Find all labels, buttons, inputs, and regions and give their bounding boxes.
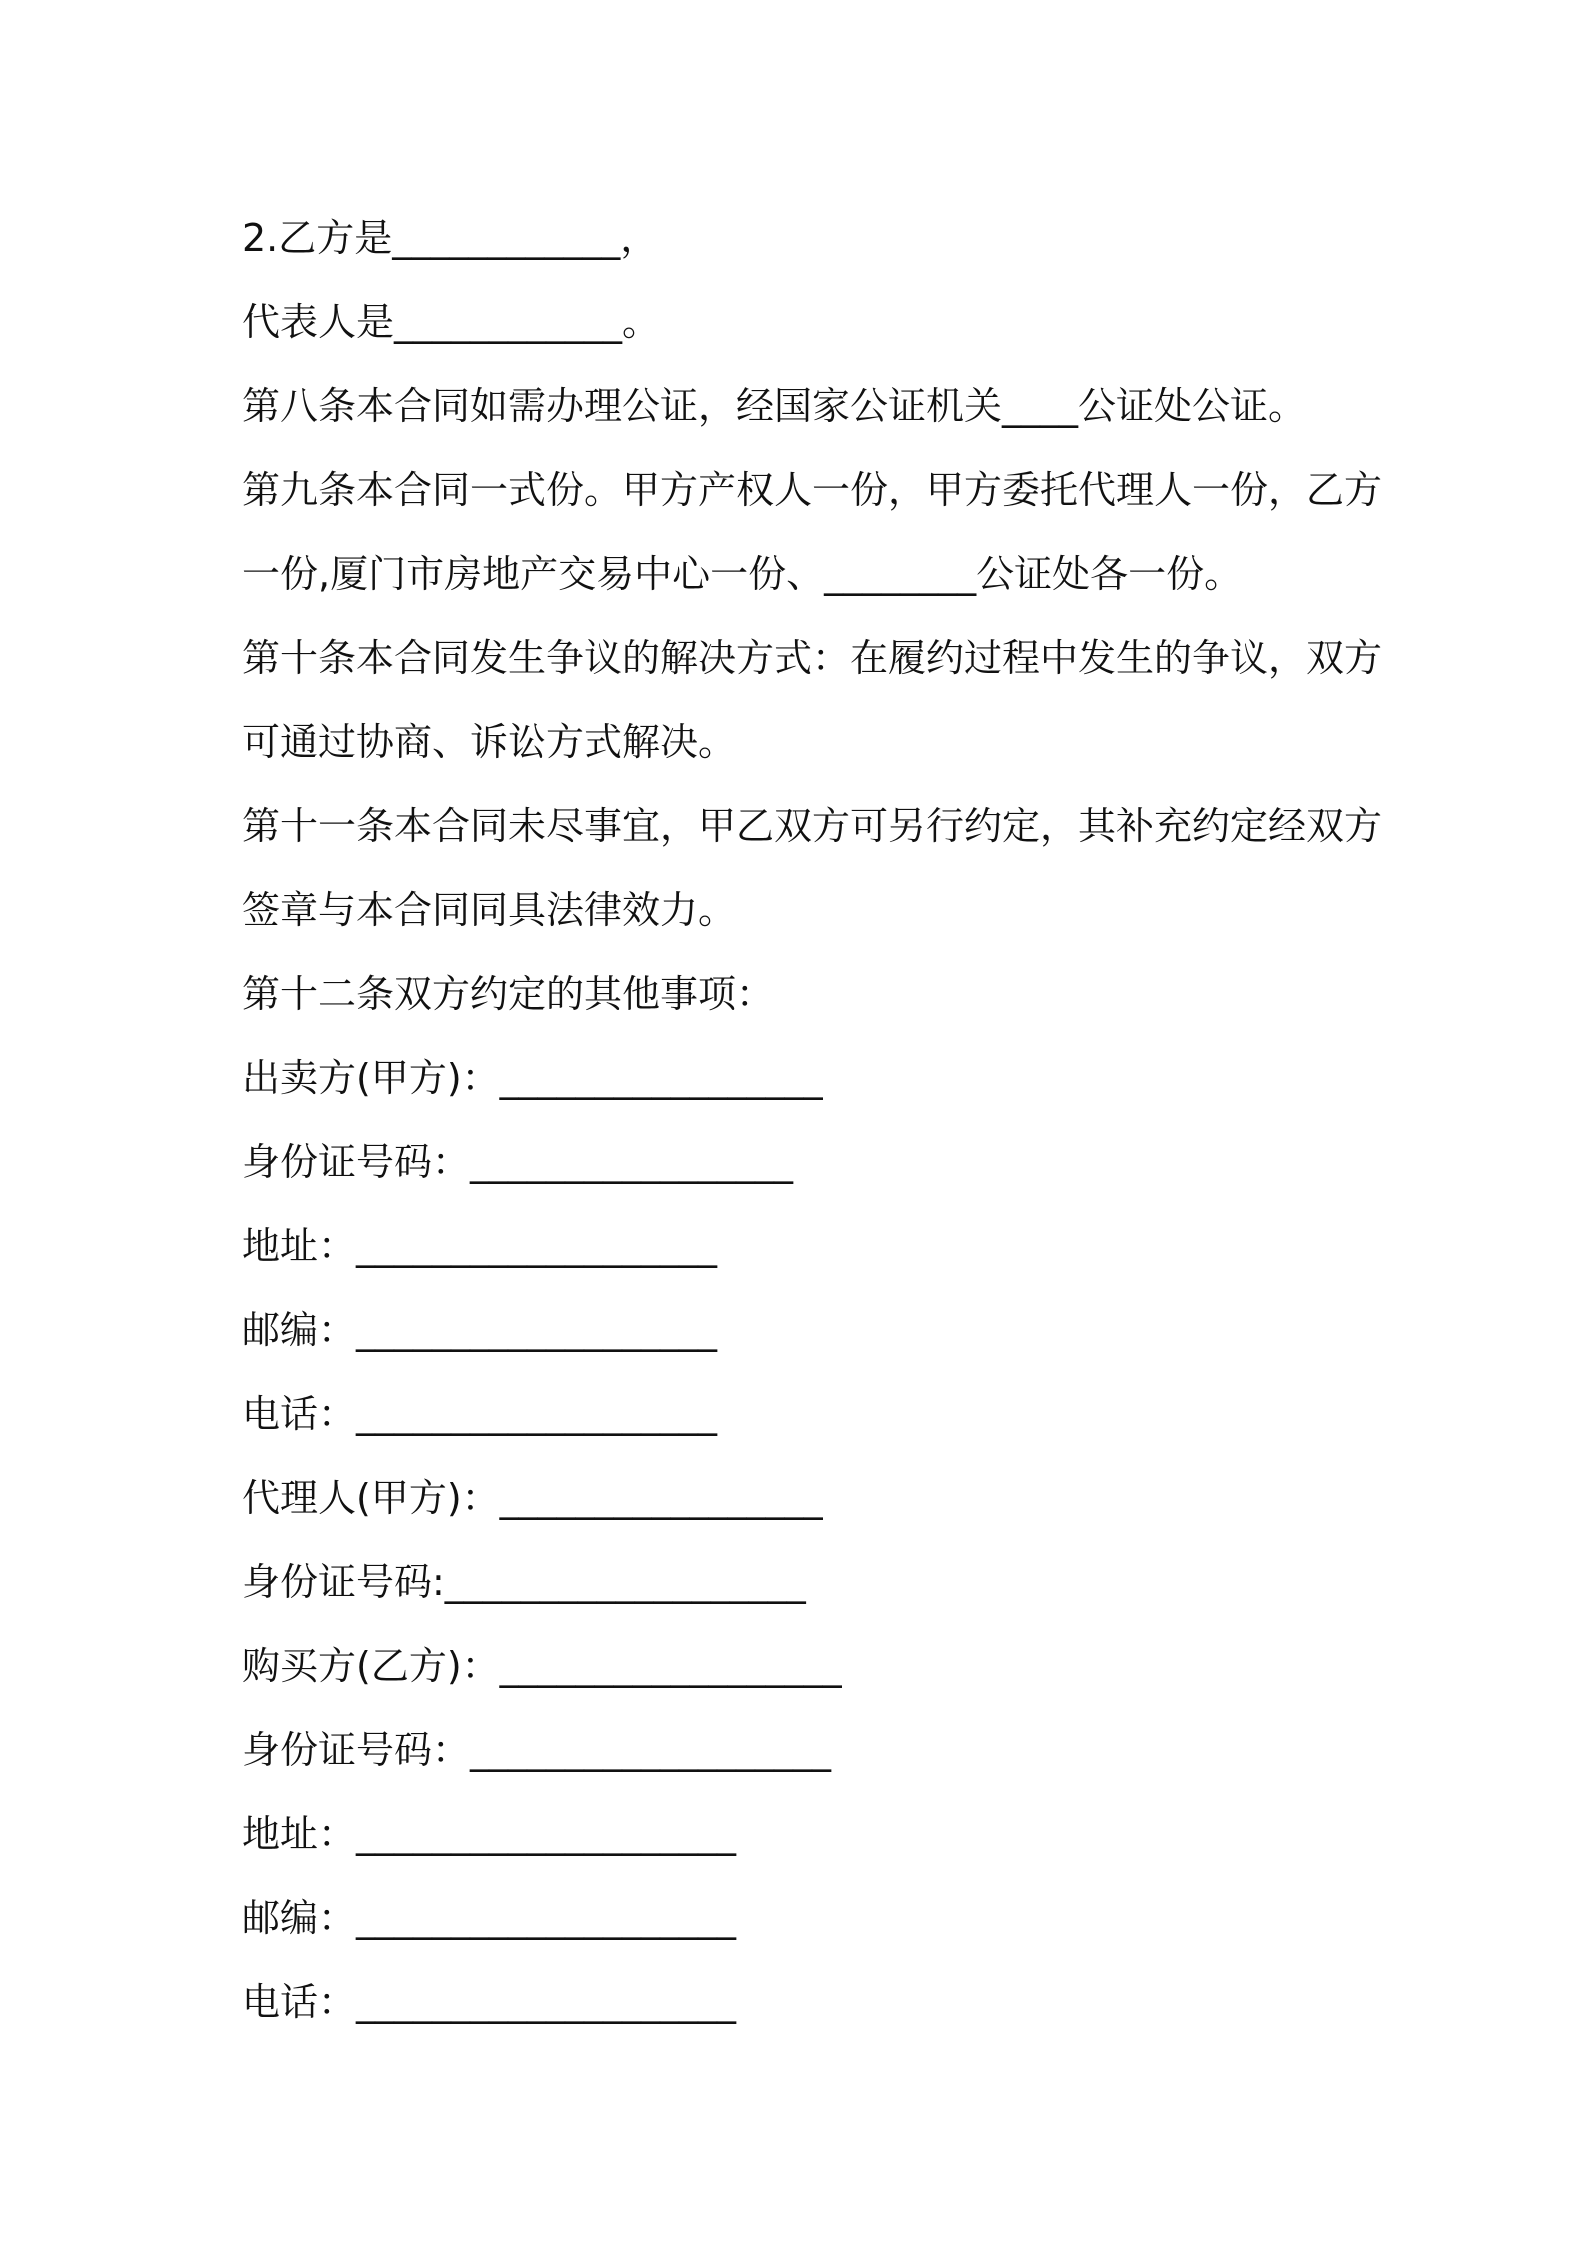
document-body bbox=[242, 196, 1383, 2044]
seller-address-field: 地址：___________________ bbox=[242, 1224, 718, 1268]
text-line: 第十条本合同发生争议的解决方式：在履约过程中发生的争议，双方 bbox=[242, 636, 1383, 680]
buyer-phone-field: 电话：____________________ bbox=[242, 1980, 737, 2024]
seller-id-field: 身份证号码：_________________ bbox=[242, 1140, 794, 1184]
text-line: 第十一条本合同未尽事宜，甲乙双方可另行约定，其补充约定经双方 bbox=[242, 804, 1383, 848]
seller-field: 出卖方(甲方)：_________________ bbox=[242, 1056, 823, 1100]
text-line: 代表人是____________。 bbox=[242, 300, 661, 344]
text-line: 第九条本合同一式份。甲方产权人一份，甲方委托代理人一份，乙方 bbox=[242, 468, 1383, 512]
buyer-postcode-field: 邮编：____________________ bbox=[242, 1896, 737, 1940]
seller-phone-field: 电话：___________________ bbox=[242, 1392, 718, 1436]
text-line: 可通过协商、诉讼方式解决。 bbox=[242, 720, 737, 764]
seller-postcode-field: 邮编：___________________ bbox=[242, 1308, 718, 1352]
buyer-address-field: 地址：____________________ bbox=[242, 1812, 737, 1856]
text-line: 第八条本合同如需办理公证，经国家公证机关____公证处公证。 bbox=[242, 384, 1307, 428]
text-line: 签章与本合同同具法律效力。 bbox=[242, 888, 737, 932]
text-line: 第十二条双方约定的其他事项： bbox=[242, 972, 775, 1016]
text-line: 2.乙方是____________， bbox=[242, 216, 659, 260]
text-line: 一份,厦门市房地产交易中心一份、________公证处各一份。 bbox=[242, 552, 1243, 596]
agent-field: 代理人(甲方)：_________________ bbox=[242, 1476, 823, 1520]
agent-id-field: 身份证号码:___________________ bbox=[242, 1560, 806, 1604]
buyer-field: 购买方(乙方)：__________________ bbox=[242, 1644, 842, 1688]
buyer-id-field: 身份证号码：___________________ bbox=[242, 1728, 832, 1772]
